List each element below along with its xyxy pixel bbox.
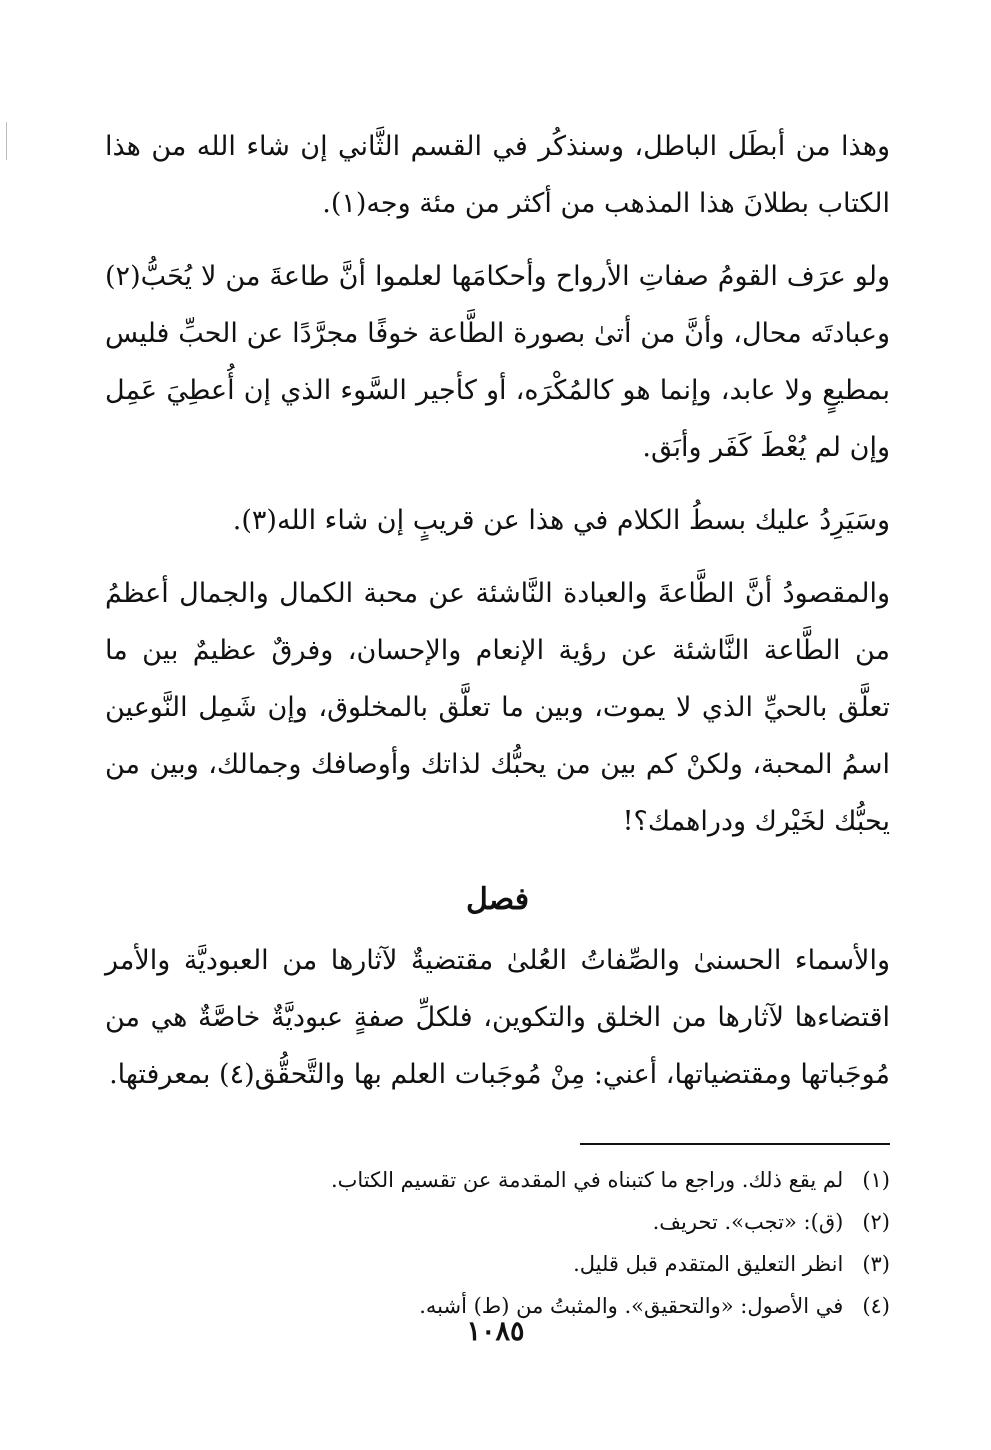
- section-heading: فصل: [465, 882, 530, 917]
- paragraph-1: وهذا من أبطَل الباطل، وسنذكُر في القسم الثَّاني إن شاء الله من هذا الكتاب بطلانَ هذا المذهب من أكثر من مئة وجه(١).: [105, 131, 890, 219]
- scan-edge-mark: [6, 122, 7, 160]
- footnote-divider: [580, 1143, 890, 1145]
- footnote-3: [105, 1243, 890, 1285]
- section-paragraph: والأسماء الحسنىٰ والصِّفاتُ العُلىٰ مقتضيةٌ لآثارها من العبوديَّة والأمر اقتضاءها لآثارها من الخلق والتكوين، فلكلِّ صفةٍ عبوديَّةٌ خاصَّةٌ هي من مُوجَباتها ومقتضياتها، أعني: مِنْ مُوجَبات العلم بها والتَّحقُّق(٤) بمعرفتها.: [105, 945, 890, 1090]
- footnote-number: (١): [862, 1168, 890, 1192]
- footnote-text: (ق): «تجب». تحريف.: [652, 1210, 844, 1234]
- paragraph-4: والمقصودُ أنَّ الطَّاعةَ والعبادة النَّاشئة عن محبة الكمال والجمال أعظمُ من الطَّاعة النَّاشئة عن رؤية الإنعام والإحسان، وفرقٌ عظيمٌ بين ما تعلَّق بالحيِّ الذي لا يموت، وبين ما تعلَّق بالمخلوق، وإن شَمِل النَّوعين اسمُ المحبة، ولكنْ كم بين من يحبُّك لذاتك وأوصافك وجمالك، وبين من يحبُّك لخَيْرك ودراهمك؟!: [105, 578, 890, 837]
- footnote-number: (٢): [862, 1210, 890, 1234]
- footnote-1: [105, 1159, 890, 1201]
- footnote-text: انظر التعليق المتقدم قبل قليل.: [573, 1252, 844, 1276]
- paragraph-3: وسَيَرِدُ عليك بسطُ الكلام في هذا عن قريبٍ إن شاء الله(٣).: [232, 505, 890, 536]
- page-number: ١٠٨٥: [466, 1316, 525, 1347]
- footnote-text: لم يقع ذلك. وراجع ما كتبناه في المقدمة عن تقسيم الكتاب.: [330, 1168, 844, 1192]
- paragraph-2: ولو عرَف القومُ صفاتِ الأرواح وأحكامَها لعلموا أنَّ طاعةَ من لا يُحَبُّ(٢) وعبادتَه محال، وأنَّ من أتىٰ بصورة الطَّاعة خوفًا مجرَّدًا عن الحبِّ فليس بمطيعٍ ولا عابد، وإنما هو كالمُكْرَه، أو كأجير السَّوء الذي إن أُعطِيَ عَمِل وإن لم يُعْطَ كَفَر وأبَق.: [105, 261, 890, 463]
- footnote-2: [105, 1201, 890, 1243]
- footnotes-list: [105, 1159, 890, 1327]
- footnote-number: (٣): [862, 1252, 890, 1276]
- footnote-text: في الأصول: «والتحقيق». والمثبتُ من (ط) أشبه.: [419, 1294, 844, 1318]
- footnote-number: (٤): [862, 1294, 890, 1318]
- book-page: [105, 118, 890, 1327]
